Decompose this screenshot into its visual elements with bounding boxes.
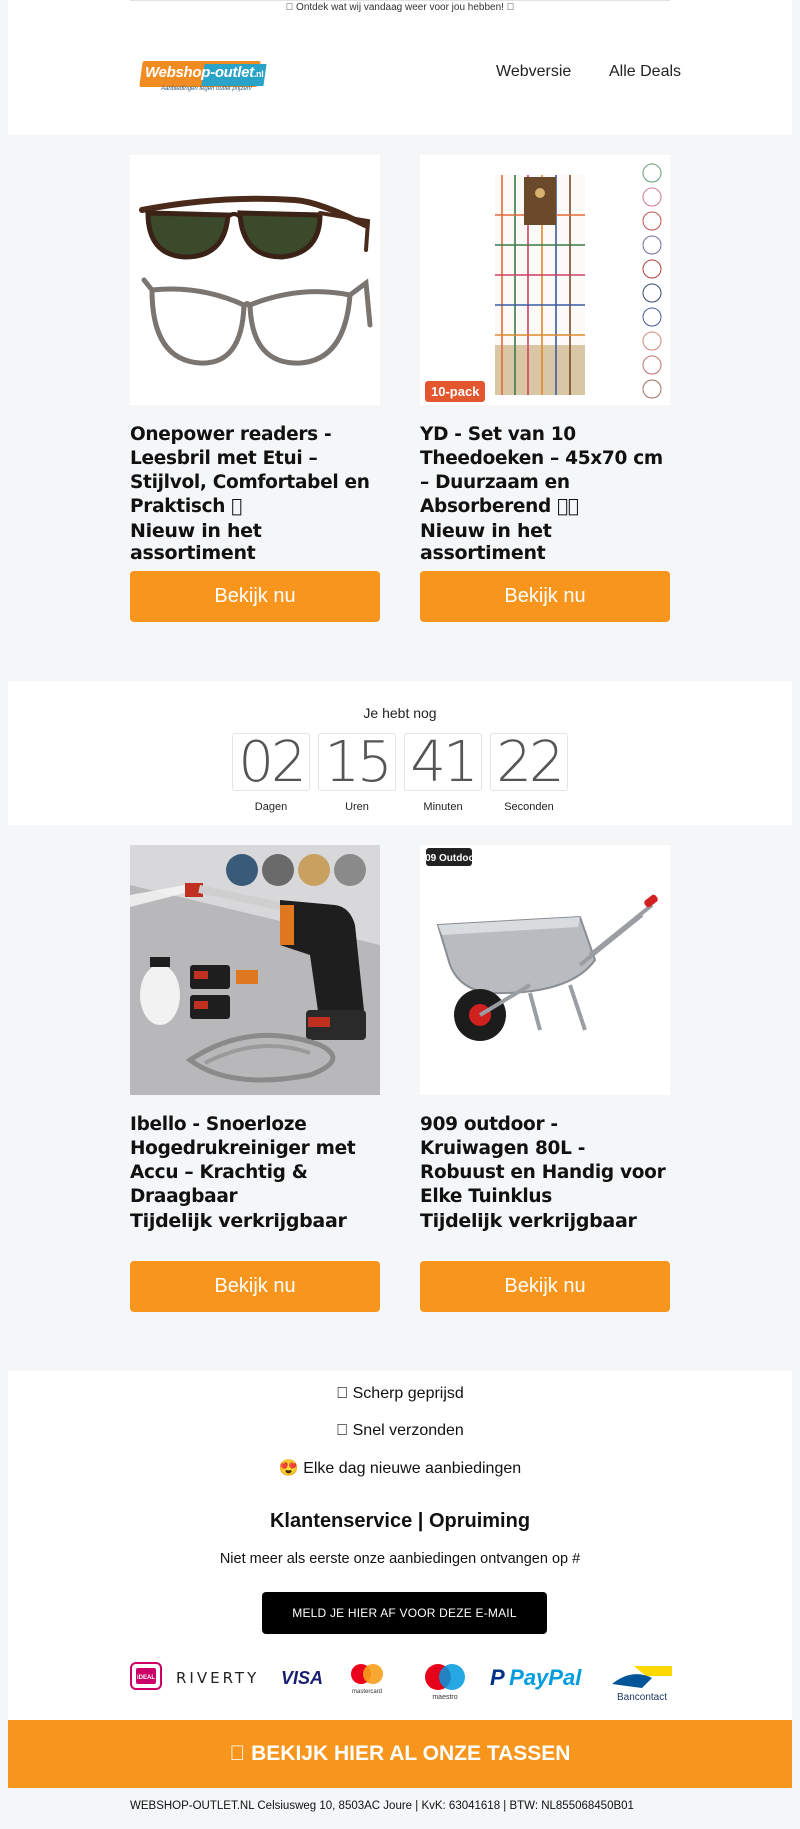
unsubscribe-notice: Niet meer als eerste onze aanbiedingen ontvangen op # — [219, 1551, 581, 1567]
product-card — [420, 155, 670, 607]
product-card — [420, 845, 670, 1297]
usp-item: 😍 Elke dag nieuwe aanbiedingen — [278, 1460, 522, 1477]
maestro-logo — [419, 1661, 471, 1701]
paypal-logo: P PayPal — [490, 1665, 582, 1690]
svg-text:Bancontact: Bancontact — [616, 1692, 668, 1702]
usp-item:   Scherp geprijsd — [336, 1385, 464, 1402]
countdown-minutes: 41 — [404, 733, 482, 791]
unsubscribe-button[interactable]: MELD JE HIER AF VOOR DEZE E-MAIL — [262, 1592, 547, 1634]
product-card — [130, 845, 380, 1297]
product-subtitle: Nieuw in het assortiment — [420, 520, 552, 564]
svg-text:mastercard: mastercard — [351, 1689, 383, 1695]
countdown-days: 02 — [232, 733, 310, 791]
ideal-logo — [130, 1660, 162, 1700]
pressure-washer-image[interactable] — [130, 845, 380, 1095]
nav-alle-deals-link[interactable]: Alle Deals — [609, 63, 682, 80]
bekijk-nu-button[interactable]: Bekijk nu — [130, 1261, 380, 1312]
svg-text:iDEAL: iDEAL — [137, 1675, 155, 1681]
bancontact-logo — [612, 1662, 672, 1702]
footer-section — [8, 1371, 792, 1720]
product-title[interactable]: Onepower readers - Leesbril met Etui – Stijlvol, Comfortabel en Praktisch   — [130, 424, 370, 517]
product-title[interactable]: YD - Set van 10 Theedoeken – 45x70 cm – Duurzaam en Absorberend    — [420, 424, 663, 517]
countdown-label: Minuten — [423, 801, 463, 813]
mastercard-logo — [344, 1661, 390, 1701]
countdown-label: Seconden — [504, 801, 554, 813]
ten-pack-badge: 10-pack — [425, 381, 485, 402]
countdown-label: Uren — [345, 801, 369, 813]
preheader-text:   Ontdek wat wij vandaag weer voor jou hebben!   — [285, 2, 515, 13]
product-title[interactable]: Ibello - Snoerloze Hogedrukreiniger met Accu – Krachtig & Draagbaar — [130, 1114, 356, 1207]
countdown-hours: 15 — [318, 733, 396, 791]
tea-towels-image[interactable] — [420, 155, 670, 405]
visa-logo: VISA — [281, 1668, 324, 1688]
reading-glasses-image[interactable] — [130, 155, 380, 405]
product-subtitle: Tijdelijk verkrijgbaar — [130, 1210, 347, 1232]
bekijk-nu-button[interactable]: Bekijk nu — [420, 571, 670, 622]
countdown-seconds: 22 — [490, 733, 568, 791]
riverty-logo: RIVERTY — [176, 1669, 260, 1687]
divider — [130, 0, 670, 1]
webshop-outlet-logo[interactable]: Webshop-outlet.nl Aanbiedingen tegen outlet prijzen! — [133, 58, 268, 98]
nav-webversie-link[interactable]: Webversie — [496, 63, 572, 80]
all-bags-link[interactable]:   BEKIJK HIER AL ONZE TASSEN — [229, 1742, 571, 1765]
usp-item:   Snel verzonden — [336, 1422, 464, 1439]
countdown-label: Dagen — [254, 801, 288, 813]
bekijk-nu-button[interactable]: Bekijk nu — [130, 571, 380, 622]
wheelbarrow-image[interactable] — [420, 845, 670, 1095]
countdown-section — [8, 681, 792, 825]
all-bags-banner[interactable] — [8, 1720, 792, 1788]
product-card — [130, 155, 380, 607]
countdown-title: Je hebt nog — [363, 705, 437, 721]
product-subtitle: Nieuw in het assortiment — [130, 520, 262, 564]
svg-text:maestro: maestro — [432, 1694, 458, 1701]
bekijk-nu-button[interactable]: Bekijk nu — [420, 1261, 670, 1312]
company-address: WEBSHOP-OUTLET.NL Celsiusweg 10, 8503AC Joure | KvK: 63041618 | BTW: NL855068450B01 — [130, 1800, 634, 1812]
product-subtitle: Tijdelijk verkrijgbaar — [420, 1210, 637, 1232]
email-header — [8, 0, 792, 135]
product-title[interactable]: 909 outdoor - Kruiwagen 80L - Robuust en Handig voor Elke Tuinklus — [420, 1114, 666, 1207]
customer-service-heading: Klantenservice | Opruiming — [269, 1510, 531, 1532]
brand-label: 909 Outdoor — [420, 853, 479, 864]
